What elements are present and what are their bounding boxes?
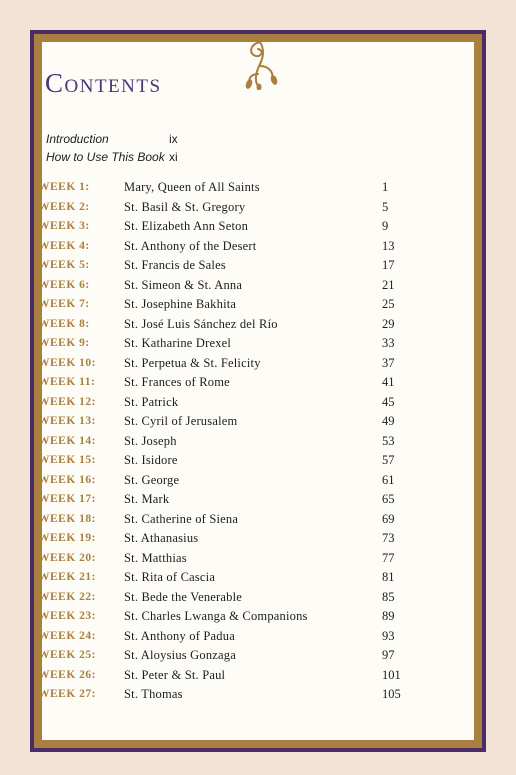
week-label: WEEK 2: <box>38 200 90 213</box>
page-number: 49 <box>382 414 395 428</box>
toc-entry <box>38 490 458 510</box>
toc-entry <box>38 471 458 491</box>
week-label: WEEK 1: <box>38 181 90 193</box>
page-number: 89 <box>382 609 395 623</box>
week-label: WEEK 19: <box>38 532 96 544</box>
week-label: WEEK 8: <box>38 317 90 330</box>
week-label: WEEK 14: <box>38 434 96 447</box>
week-label: WEEK 12: <box>38 395 96 408</box>
week-label: WEEK 20: <box>38 551 96 564</box>
page-number: 29 <box>382 316 395 331</box>
toc-entry <box>38 607 458 627</box>
saint-name: St. Katharine Drexel <box>124 336 232 350</box>
week-label: WEEK 17: <box>38 493 96 505</box>
toc-entry <box>38 627 458 647</box>
week-label: WEEK 24: <box>38 629 96 642</box>
saint-name: St. Catherine of Siena <box>124 511 239 526</box>
saint-name: St. José Luis Sánchez del Río <box>124 316 278 331</box>
saint-name: St. Simeon & St. Anna <box>124 277 243 292</box>
saint-name: St. Athanasius <box>124 531 199 545</box>
page-number: 105 <box>382 687 401 701</box>
table-of-contents <box>38 178 458 705</box>
toc-entry <box>38 646 458 666</box>
toc-entry <box>38 198 458 218</box>
toc-entry <box>38 373 458 393</box>
toc-entry <box>38 295 458 315</box>
saint-name: St. Mark <box>124 492 170 506</box>
toc-entry <box>38 393 458 413</box>
saint-name: St. Josephine Bakhita <box>124 297 237 311</box>
saint-name: St. Cyril of Jerusalem <box>124 414 238 428</box>
week-label: WEEK 7: <box>38 298 90 310</box>
page-number: 37 <box>382 355 395 370</box>
toc-entry <box>38 588 458 608</box>
week-label: WEEK 27: <box>38 688 96 700</box>
week-label: WEEK 15: <box>38 454 96 466</box>
front-matter-label: Introduction <box>46 132 109 146</box>
week-label: WEEK 10: <box>38 356 96 369</box>
toc-entry <box>38 334 458 354</box>
week-label: WEEK 22: <box>38 590 96 603</box>
toc-entry <box>38 529 458 549</box>
week-label: WEEK 13: <box>38 415 96 427</box>
toc-entry <box>38 178 458 198</box>
week-label: WEEK 5: <box>38 259 90 271</box>
week-label: WEEK 4: <box>38 239 90 252</box>
page-number: 13 <box>382 238 395 253</box>
toc-entry <box>38 354 458 374</box>
front-matter-label: How to Use This Book <box>46 150 165 164</box>
saint-name: St. Charles Lwanga & Companions <box>124 609 308 623</box>
saint-name: St. Aloysius Gonzaga <box>124 648 236 662</box>
saint-name: St. Francis de Sales <box>124 258 226 272</box>
toc-entry <box>38 451 458 471</box>
saint-name: St. Joseph <box>124 433 177 448</box>
week-label: WEEK 21: <box>38 571 96 583</box>
saint-name: St. Peter & St. Paul <box>124 667 226 682</box>
page-number: 53 <box>382 433 395 448</box>
page-number: 57 <box>382 453 395 467</box>
week-label: WEEK 25: <box>38 649 96 661</box>
toc-entry <box>38 315 458 335</box>
vine-flourish-icon <box>238 40 284 90</box>
page-number: 85 <box>382 589 395 604</box>
week-label: WEEK 16: <box>38 473 96 486</box>
page-number: 97 <box>382 648 395 662</box>
page-number: 61 <box>382 472 395 487</box>
toc-entry <box>38 217 458 237</box>
toc-entry <box>38 432 458 452</box>
week-label: WEEK 23: <box>38 610 96 622</box>
page-number: 25 <box>382 297 395 311</box>
toc-entry <box>38 237 458 257</box>
week-label: WEEK 26: <box>38 668 96 681</box>
page-number: 77 <box>382 550 395 565</box>
saint-name: St. Matthias <box>124 550 187 565</box>
saint-name: St. Bede the Venerable <box>124 589 243 604</box>
saint-name: St. Rita of Cascia <box>124 570 216 584</box>
week-label: WEEK 6: <box>38 278 90 291</box>
toc-entry <box>38 666 458 686</box>
page-number: 93 <box>382 628 395 643</box>
page-number: 5 <box>382 199 389 214</box>
week-label: WEEK 11: <box>38 376 96 388</box>
page-number: 81 <box>382 570 395 584</box>
page-number: 33 <box>382 336 395 350</box>
page-number: 21 <box>382 277 395 292</box>
toc-entry <box>38 685 458 705</box>
saint-name: St. Anthony of the Desert <box>124 238 257 253</box>
page-number: 73 <box>382 531 395 545</box>
front-matter-page-number: ix <box>169 132 178 146</box>
toc-entry <box>38 412 458 432</box>
page-number: 9 <box>382 219 389 233</box>
saint-name: St. George <box>124 472 180 487</box>
saint-name: St. Isidore <box>124 453 178 467</box>
week-label: WEEK 3: <box>38 220 90 232</box>
page-number: 1 <box>382 180 389 194</box>
saint-name: Mary, Queen of All Saints <box>124 180 260 194</box>
saint-name: St. Perpetua & St. Felicity <box>124 355 261 370</box>
saint-name: St. Anthony of Padua <box>124 628 235 643</box>
page-number: 45 <box>382 394 395 409</box>
toc-entry <box>38 510 458 530</box>
page-number: 17 <box>382 258 395 272</box>
saint-name: St. Thomas <box>124 687 183 701</box>
page-number: 41 <box>382 375 395 389</box>
page-number: 69 <box>382 511 395 526</box>
toc-entry <box>38 276 458 296</box>
front-matter-page-number: xi <box>169 150 178 164</box>
page-number: 65 <box>382 492 395 506</box>
week-label: WEEK 9: <box>38 337 90 349</box>
toc-entry <box>38 256 458 276</box>
week-label: WEEK 18: <box>38 512 96 525</box>
page-title: Contents <box>45 68 162 98</box>
toc-entry <box>38 549 458 569</box>
saint-name: St. Basil & St. Gregory <box>124 199 246 214</box>
saint-name: St. Patrick <box>124 394 179 409</box>
toc-entry <box>38 568 458 588</box>
saint-name: St. Frances of Rome <box>124 375 230 389</box>
saint-name: St. Elizabeth Ann Seton <box>124 219 249 233</box>
page-number: 101 <box>382 667 401 682</box>
